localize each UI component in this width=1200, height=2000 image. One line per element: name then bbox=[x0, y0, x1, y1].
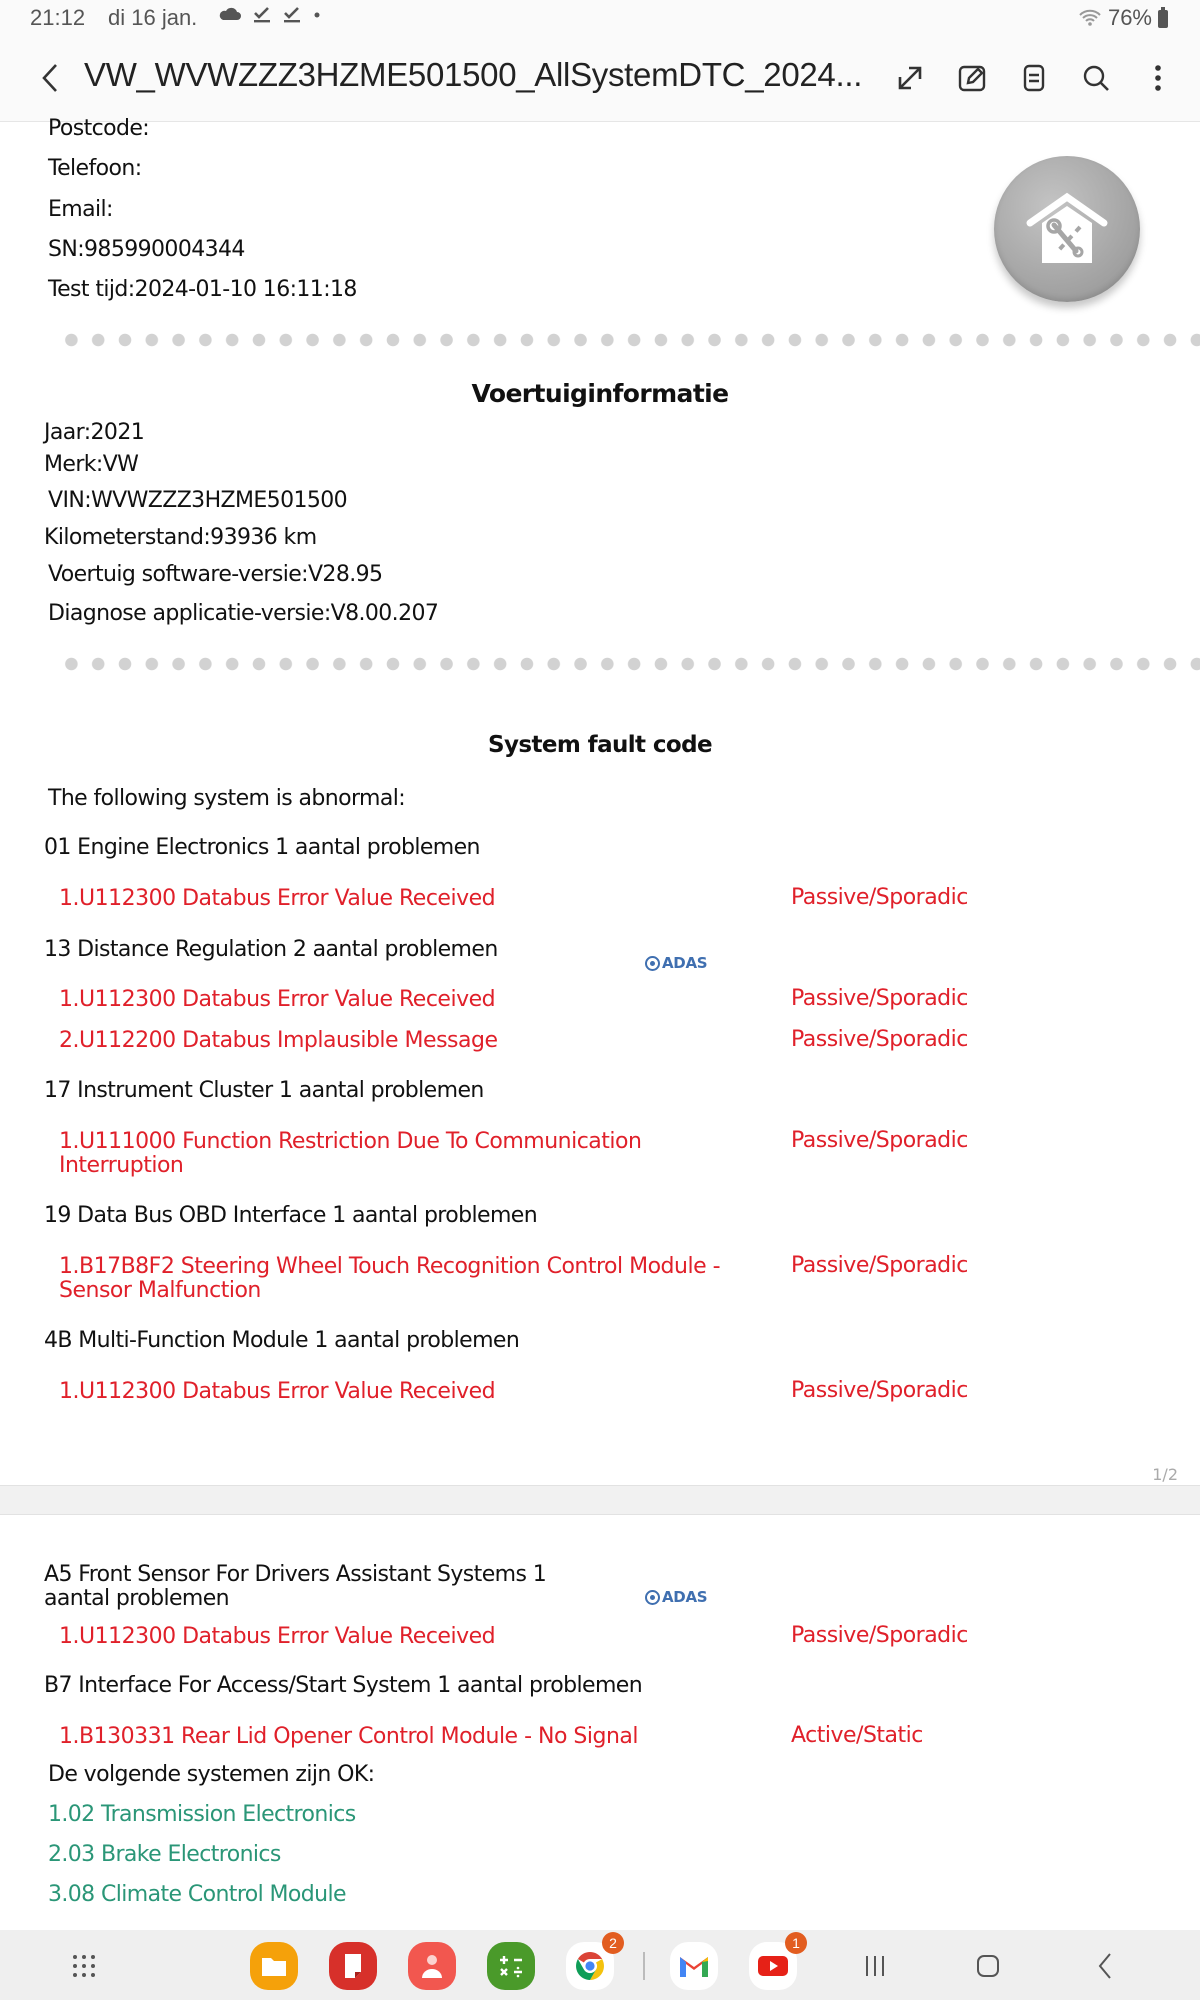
reader-mode-icon bbox=[1019, 63, 1049, 93]
fault-status: Passive/Sporadic bbox=[791, 1027, 968, 1052]
system-title: 13 Distance Regulation 2 aantal problemen bbox=[44, 937, 498, 962]
chrome-icon bbox=[573, 1949, 607, 1983]
app-chrome[interactable] bbox=[566, 1935, 617, 1990]
home-service-button[interactable] bbox=[994, 156, 1140, 302]
ok-system: 1.02 Transmission Electronics bbox=[48, 1802, 356, 1827]
software-version: Voertuig software-versie:V28.95 bbox=[48, 562, 383, 587]
adas-label: ADAS bbox=[662, 954, 708, 972]
postcode-label: Postcode: bbox=[48, 116, 150, 141]
system-title: 4B Multi-Function Module 1 aantal problemen bbox=[44, 1328, 520, 1353]
app-version: Diagnose applicatie-versie:V8.00.207 bbox=[48, 601, 439, 626]
target-icon bbox=[645, 1590, 660, 1605]
recents-icon bbox=[863, 1953, 887, 1979]
vin: VIN:WVWZZZ3HZME501500 bbox=[48, 488, 348, 513]
clock: 21:12 bbox=[30, 5, 86, 30]
notification-badge: 2 bbox=[602, 1932, 624, 1954]
adas-label: ADAS bbox=[662, 1588, 708, 1606]
system-title: A5 Front Sensor For Drivers Assistant Systems 1 aantal problemen bbox=[44, 1562, 547, 1611]
app-samsung-notes[interactable] bbox=[329, 1942, 377, 1990]
app-my-files[interactable] bbox=[250, 1942, 298, 1990]
search-button[interactable] bbox=[1076, 58, 1116, 98]
navigation-bar bbox=[0, 1930, 1200, 2000]
system-title: B7 Interface For Access/Start System 1 aantal problemen bbox=[44, 1673, 643, 1698]
fault-description: 1.U112300 Databus Error Value Received bbox=[59, 886, 496, 911]
chevron-left-icon bbox=[40, 62, 60, 94]
email-label: Email: bbox=[48, 197, 113, 222]
fault-description: 1.U112300 Databus Error Value Received bbox=[59, 1379, 496, 1404]
back-icon bbox=[1096, 1952, 1114, 1980]
system-title: 17 Instrument Cluster 1 aantal problemen bbox=[44, 1078, 484, 1103]
fault-status: Passive/Sporadic bbox=[791, 1623, 968, 1648]
document-page-2 bbox=[0, 1515, 1200, 1930]
fault-status: Passive/Sporadic bbox=[791, 885, 968, 910]
grid-icon bbox=[71, 1953, 97, 1979]
adas-tag bbox=[645, 1588, 707, 1606]
edit-icon bbox=[957, 63, 987, 93]
serial-number: SN:985990004344 bbox=[48, 237, 245, 262]
check-download-icon bbox=[252, 4, 272, 24]
expand-button[interactable] bbox=[890, 58, 930, 98]
app-gmail[interactable] bbox=[670, 1942, 718, 1990]
app-calculator[interactable] bbox=[487, 1942, 535, 1990]
recent-apps-button[interactable] bbox=[855, 1948, 895, 1984]
home-repair-icon bbox=[1022, 189, 1112, 269]
search-icon bbox=[1081, 63, 1111, 93]
notes-icon bbox=[340, 1952, 366, 1980]
brand: Merk:VW bbox=[44, 452, 139, 477]
dotted-divider bbox=[58, 657, 1200, 671]
reader-mode-button[interactable] bbox=[1014, 58, 1054, 98]
youtube-icon bbox=[757, 1954, 789, 1978]
app-drawer-button[interactable] bbox=[64, 1948, 104, 1984]
notification-icons bbox=[218, 4, 322, 24]
folder-icon bbox=[260, 1954, 288, 1978]
more-options-icon bbox=[1153, 63, 1163, 93]
more-options-button[interactable] bbox=[1138, 58, 1178, 98]
dock-divider bbox=[643, 1952, 645, 1980]
fault-code-heading: System fault code bbox=[488, 732, 712, 758]
year: Jaar:2021 bbox=[44, 420, 145, 445]
target-icon bbox=[645, 956, 660, 971]
document-page-1 bbox=[0, 116, 1200, 1485]
wifi-icon bbox=[1078, 8, 1102, 28]
expand-icon bbox=[895, 63, 925, 93]
fault-status: Active/Static bbox=[791, 1723, 923, 1748]
telefoon-label: Telefoon: bbox=[48, 156, 142, 181]
check-download-icon bbox=[282, 4, 302, 24]
fault-status: Passive/Sporadic bbox=[791, 986, 968, 1011]
page-separator bbox=[0, 1485, 1200, 1515]
fault-description: 1.B17B8F2 Steering Wheel Touch Recognition Control Module - Sensor Malfunction bbox=[59, 1254, 721, 1303]
fault-description: 1.U112300 Databus Error Value Received bbox=[59, 987, 496, 1012]
home-button[interactable] bbox=[968, 1948, 1008, 1984]
home-icon bbox=[975, 1953, 1001, 1979]
cloud-icon bbox=[218, 5, 242, 23]
fault-status: Passive/Sporadic bbox=[791, 1378, 968, 1403]
document-title: VW_WVWZZZ3HZME501500_AllSystemDTC_2024... bbox=[84, 56, 863, 93]
back-nav-button[interactable] bbox=[1085, 1948, 1125, 1984]
ok-system: 2.03 Brake Electronics bbox=[48, 1842, 281, 1867]
fault-description: 1.U112300 Databus Error Value Received bbox=[59, 1624, 496, 1649]
test-time: Test tijd:2024-01-10 16:11:18 bbox=[48, 277, 357, 302]
vehicle-info-heading: Voertuiginformatie bbox=[471, 379, 729, 408]
fault-description: 1.B130331 Rear Lid Opener Control Module - No Signal bbox=[59, 1724, 638, 1749]
fault-description: 2.U112200 Databus Implausible Message bbox=[59, 1028, 498, 1053]
abnormal-intro: The following system is abnormal: bbox=[48, 786, 406, 811]
fault-status: Passive/Sporadic bbox=[791, 1253, 968, 1278]
battery-icon bbox=[1158, 10, 1168, 28]
page-indicator: 1/2 bbox=[1152, 1465, 1178, 1484]
mileage: Kilometerstand:93936 km bbox=[44, 525, 317, 550]
dotted-divider bbox=[58, 333, 1200, 347]
battery-percent: 76% bbox=[1107, 5, 1152, 30]
gmail-icon bbox=[678, 1953, 710, 1979]
app-youtube[interactable] bbox=[749, 1935, 800, 1990]
system-status bbox=[1078, 5, 1168, 31]
ok-intro: De volgende systemen zijn OK: bbox=[48, 1762, 375, 1787]
system-title: 19 Data Bus OBD Interface 1 aantal problemen bbox=[44, 1203, 538, 1228]
app-bar bbox=[0, 36, 1200, 122]
edit-button[interactable] bbox=[952, 58, 992, 98]
fault-description: 1.U111000 Function Restriction Due To Communication Interruption bbox=[59, 1129, 642, 1178]
calculator-icon bbox=[497, 1952, 525, 1980]
back-button[interactable] bbox=[30, 58, 70, 98]
date: di 16 jan. bbox=[108, 5, 198, 30]
status-bar bbox=[0, 0, 1200, 36]
system-title: 01 Engine Electronics 1 aantal problemen bbox=[44, 835, 480, 860]
notification-badge: 1 bbox=[785, 1932, 807, 1954]
dot-icon bbox=[312, 9, 322, 19]
person-icon bbox=[419, 1952, 445, 1980]
ok-system: 3.08 Climate Control Module bbox=[48, 1882, 346, 1907]
adas-tag bbox=[645, 954, 707, 972]
app-contacts[interactable] bbox=[408, 1942, 456, 1990]
fault-status: Passive/Sporadic bbox=[791, 1128, 968, 1153]
